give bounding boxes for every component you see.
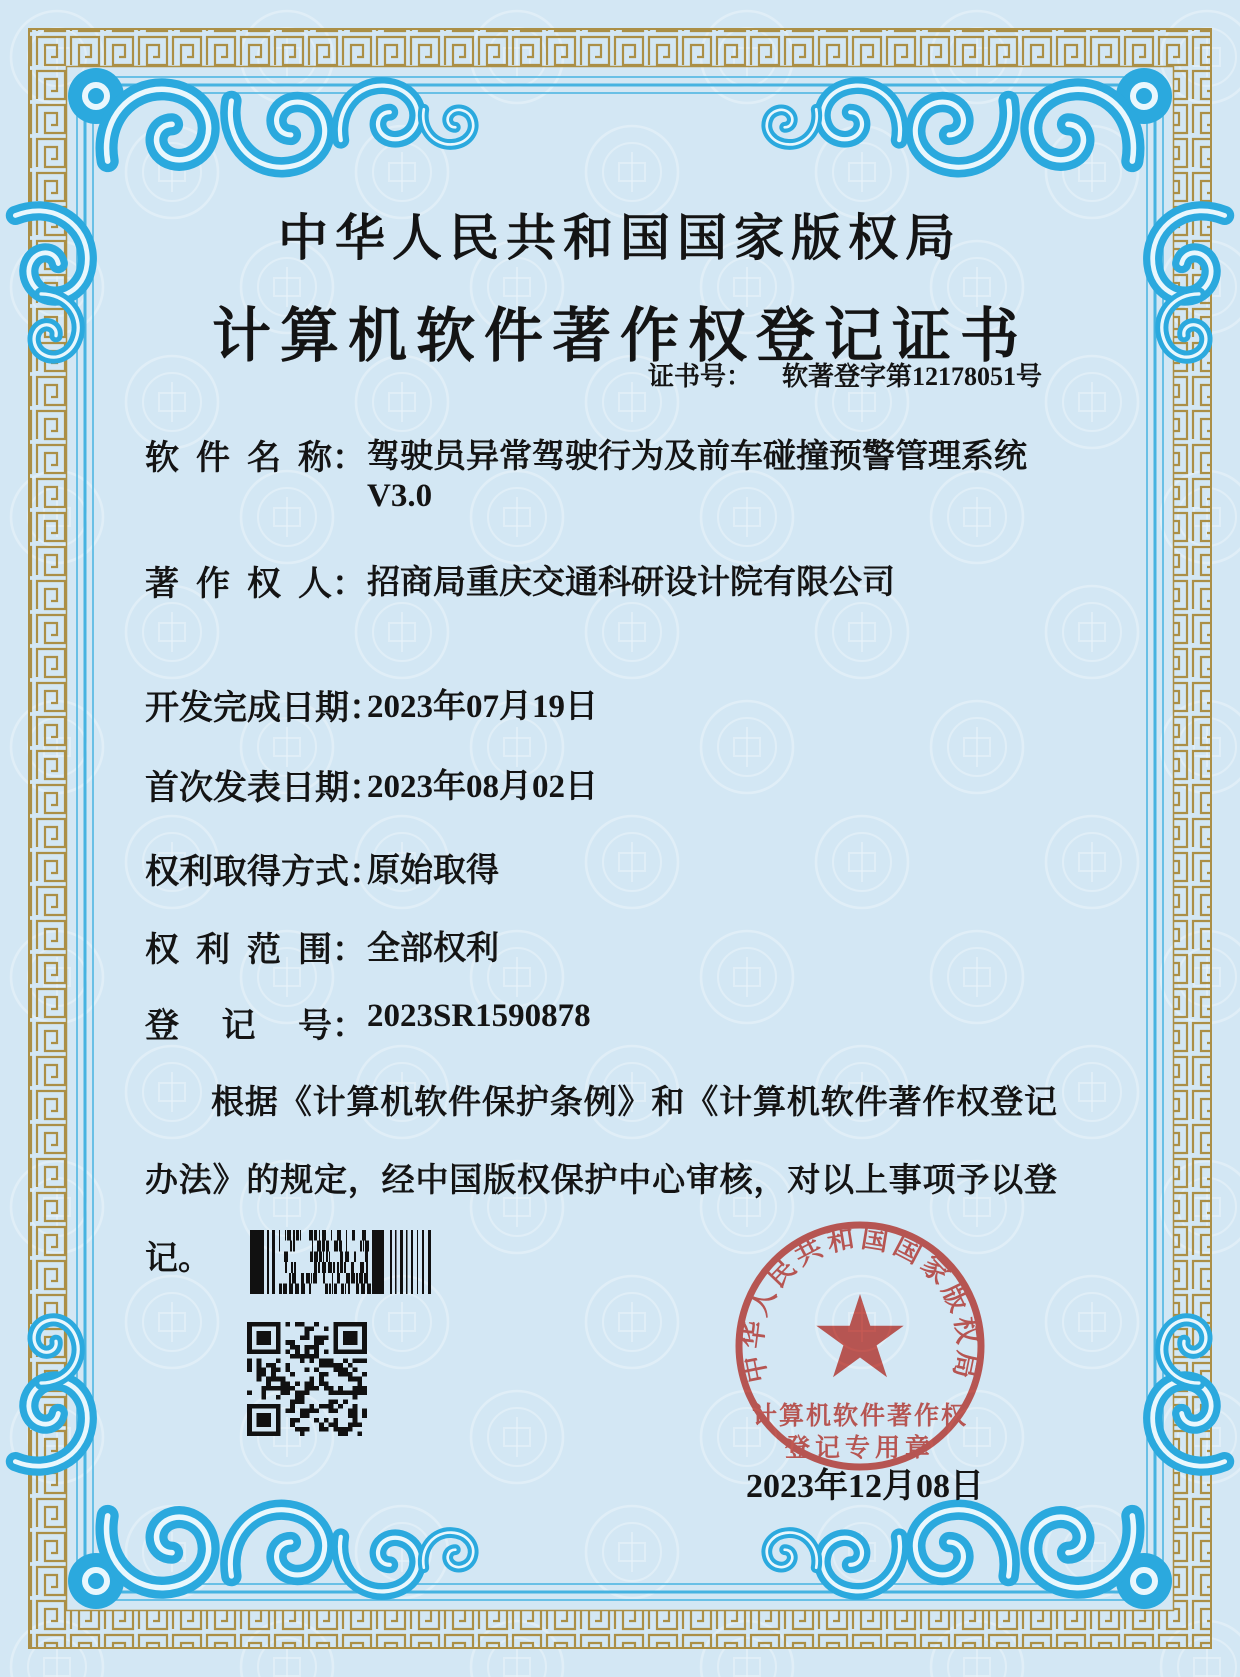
field-label: 登 记 号： [145, 1008, 366, 1045]
field-value: 全部权利 [367, 931, 499, 967]
certificate-number-label: 证书号： [647, 362, 752, 391]
seal-text-line1: 计算机软件著作权 [751, 1403, 969, 1430]
field-label: 开发完成日期： [145, 690, 383, 727]
certificate-number-value: 软著登字第12178051号 [781, 362, 1042, 391]
field-value: 招商局重庆交通科研设计院有限公司 [367, 565, 895, 601]
field-label: 软 件 名 称： [145, 440, 366, 477]
registration-statement: 根据《计算机软件保护条例》和《计算机软件著作权登记办法》的规定，经中国版权保护中心审核，对以上事项予以登记。 [145, 1085, 1057, 1277]
qr-code [247, 1322, 367, 1441]
star-icon [816, 1294, 903, 1377]
seal-ring-text: 中华人民共和国国家版权局 [736, 1222, 984, 1386]
field-value: 2023年07月19日 [367, 689, 598, 725]
field-value: 2023年08月02日 [367, 769, 598, 805]
issue-date: 2023年12月08日 [746, 1468, 984, 1505]
field-label: 权利取得方式： [145, 854, 383, 891]
software-version: V3.0 [367, 478, 433, 514]
certificate-number-line [648, 356, 1042, 393]
seal-text-line2: 登记专用章 [784, 1435, 936, 1462]
field-label: 首次发表日期： [145, 770, 383, 807]
qr-code-graphic [247, 1322, 367, 1436]
field-value: 原始取得 [367, 853, 499, 889]
gold-meander-top [66, 30, 1174, 66]
gold-meander-bottom [66, 1611, 1174, 1647]
barcode-1d-graphic [250, 1230, 435, 1294]
field-value: 2023SR1590878 [367, 998, 591, 1034]
field-value: 驾驶员异常驾驶行为及前车碰撞预警管理系统 [367, 439, 1027, 475]
field-label: 著 作 权 人： [145, 566, 366, 603]
official-seal [726, 1212, 994, 1485]
issuing-authority-title: 中华人民共和国国家版权局 [278, 210, 962, 266]
certificate-title: 计算机软件著作权登记证书 [211, 303, 1028, 369]
barcode [250, 1230, 435, 1299]
field-label: 权 利 范 围： [145, 932, 366, 969]
